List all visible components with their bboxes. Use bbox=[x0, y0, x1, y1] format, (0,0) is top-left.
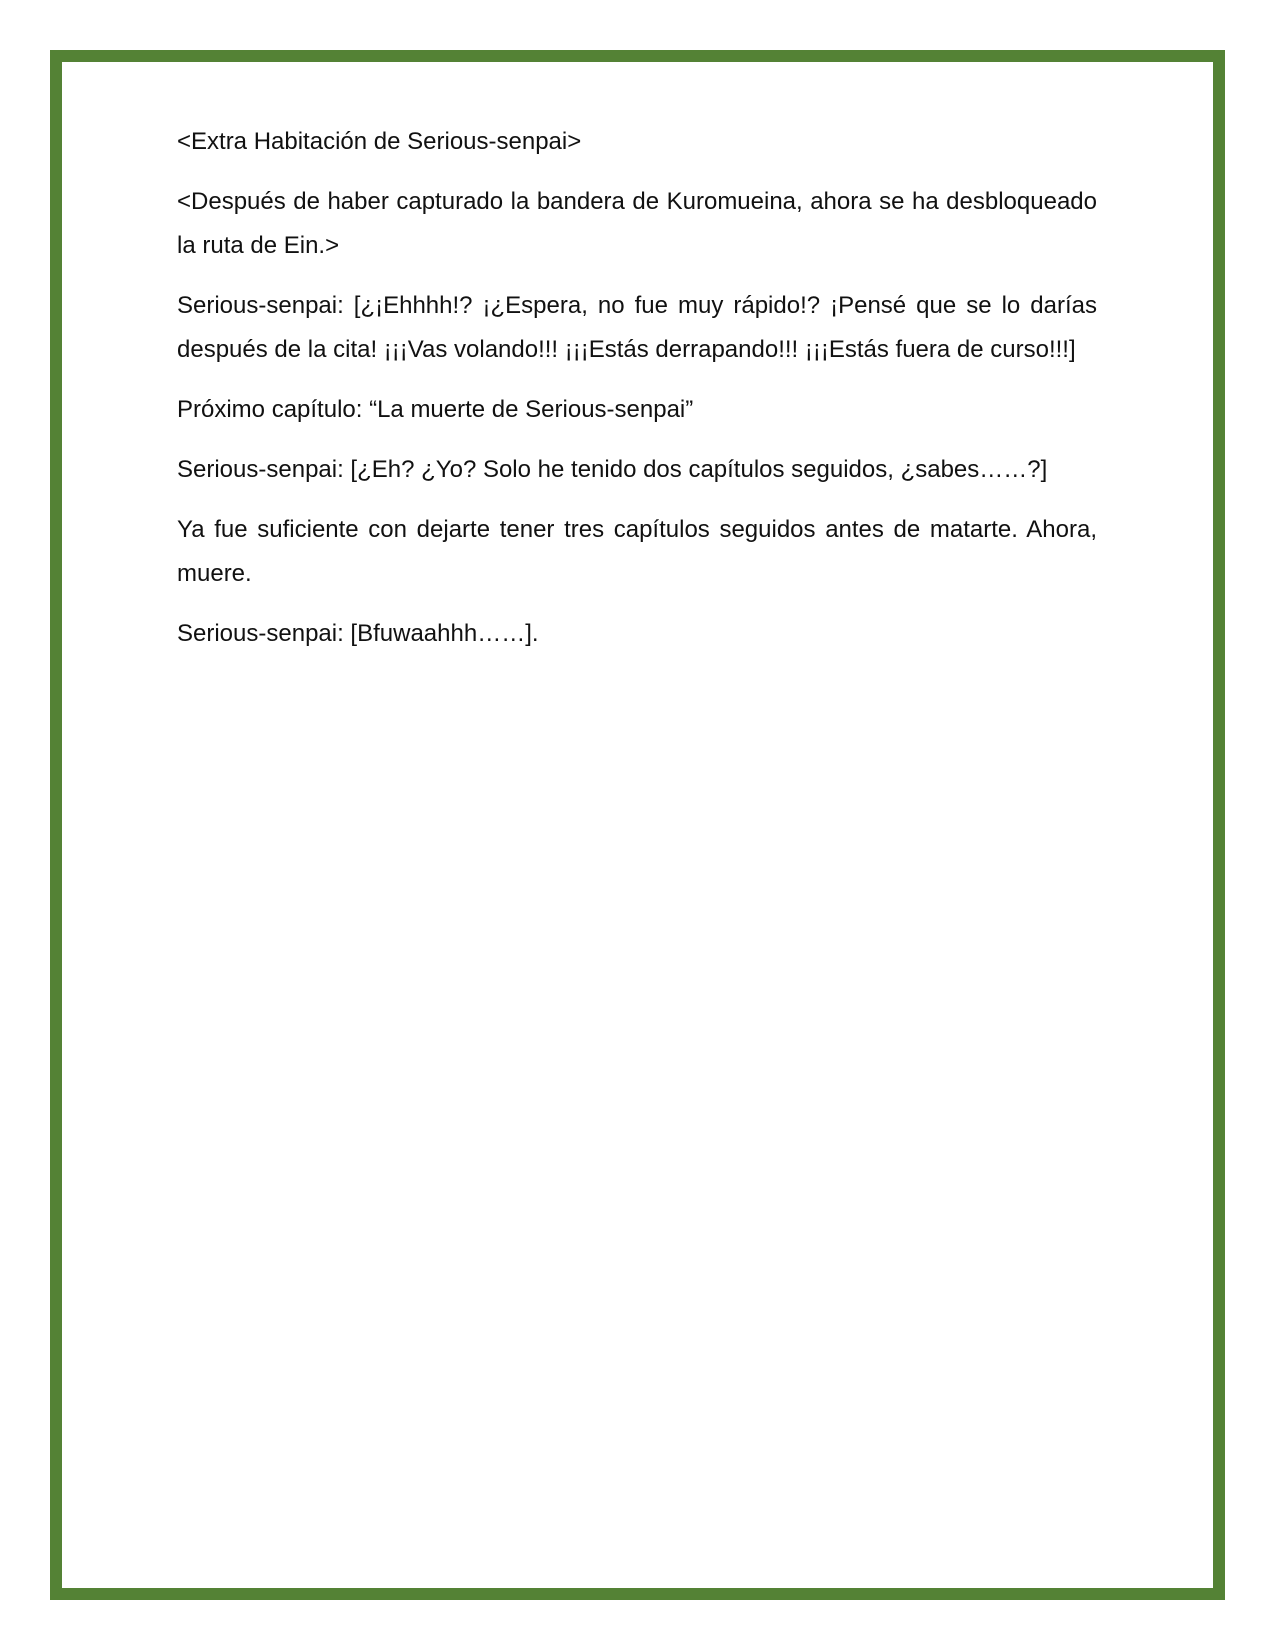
paragraph-route-note: <Después de haber capturado la bandera de Kuromueina, ahora se ha desbloqueado la ruta de Ein.> bbox=[177, 188, 1097, 259]
paragraph-dialogue: Serious-senpai: [Bfuwaahhh……]. bbox=[177, 620, 539, 647]
paragraph-next-chapter: Próximo capítulo: “La muerte de Serious-senpai” bbox=[177, 396, 694, 423]
paragraph-dialogue: Serious-senpai: [¿¡Ehhhh!? ¡¿Espera, no fue muy rápido!? ¡Pensé que se lo darías después de la cita! ¡¡¡Vas volando!!! ¡¡¡Estás derrapando!!! ¡¡¡Estás fuera de curso!!!] bbox=[177, 292, 1097, 363]
document-body bbox=[177, 120, 1097, 672]
paragraph-narration: Ya fue suficiente con dejarte tener tres capítulos seguidos antes de matarte. Ahora, muere. bbox=[177, 516, 1097, 587]
paragraph-dialogue: Serious-senpai: [¿Eh? ¿Yo? Solo he tenido dos capítulos seguidos, ¿sabes……?] bbox=[177, 456, 1048, 483]
paragraph-title: <Extra Habitación de Serious-senpai> bbox=[177, 128, 582, 155]
